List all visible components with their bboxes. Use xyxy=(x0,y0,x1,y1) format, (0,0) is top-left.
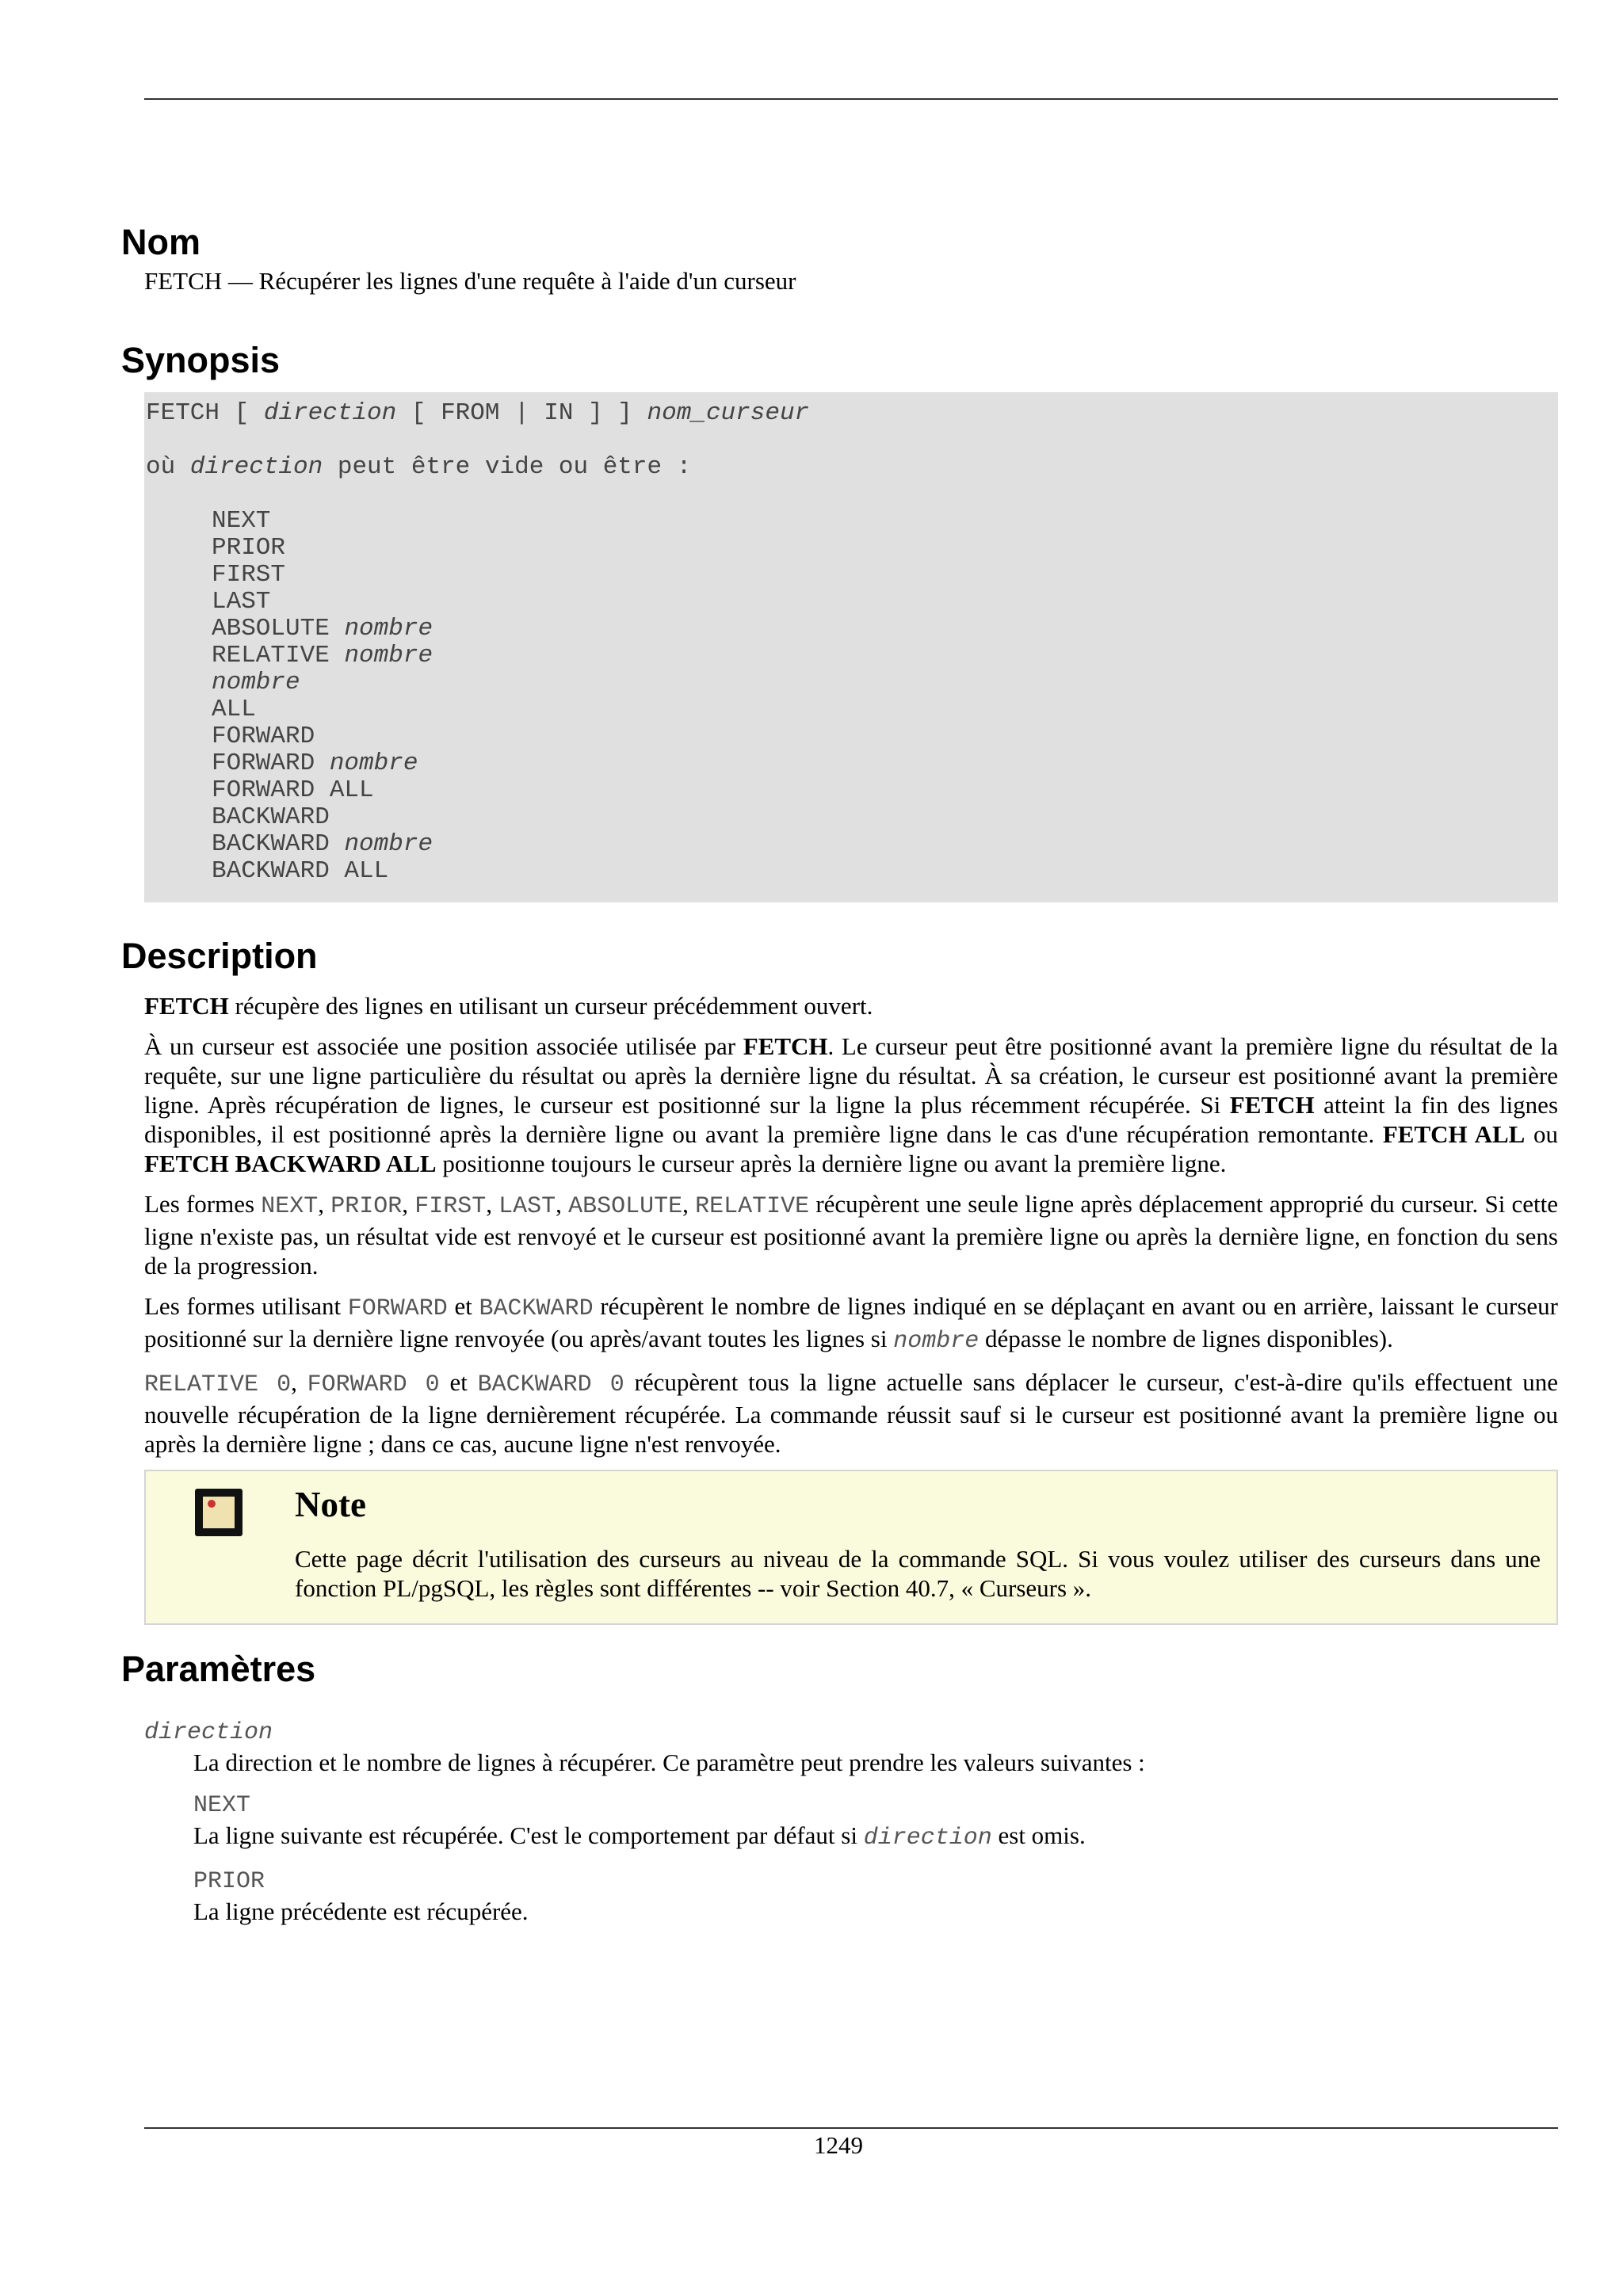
synopsis-option xyxy=(212,777,1556,804)
command-name: FETCH ALL xyxy=(1382,1120,1526,1148)
synopsis-option xyxy=(212,535,1556,562)
param-definition: La direction et le nombre de lignes à récupérer. Ce paramètre peut prendre les valeurs suivantes : xyxy=(193,1749,1145,1776)
code-param: direction xyxy=(863,1825,992,1852)
text-run: , xyxy=(318,1190,331,1218)
note-title: Note xyxy=(295,1485,366,1524)
code-keyword: [ FROM | IN ] ] xyxy=(396,399,647,427)
text-run: La ligne suivante est récupérée. C'est le comportement par défaut si xyxy=(193,1821,864,1849)
text-run: ou xyxy=(1525,1120,1558,1148)
note-icon xyxy=(195,1489,242,1536)
code-param-direction: direction xyxy=(189,453,323,481)
synopsis-options-list xyxy=(146,508,1556,885)
synopsis-line-where xyxy=(146,454,1556,481)
heading-synopsis: Synopsis xyxy=(121,340,281,380)
code-param: nombre xyxy=(893,1328,980,1355)
param-value-definition xyxy=(193,1821,1558,1853)
code-keyword: FETCH [ xyxy=(146,399,264,427)
synopsis-option xyxy=(212,804,1556,831)
command-name: FETCH xyxy=(144,992,229,1020)
option-keyword: PRIOR xyxy=(212,534,286,562)
code-literal: PRIOR xyxy=(330,1193,403,1220)
text-run: récupèrent tous la ligne actuelle sans déplacer le curseur, c'est-à-dire qu'ils effectuent une nouvelle récupération de la ligne dernièrement récupérée. La commande réussit sauf si le curseur est positionné avant la première ligne ou après la dernière ligne ; dans ce cas, aucune ligne n'est renvoyée. xyxy=(144,1368,1559,1458)
synopsis-option xyxy=(212,616,1556,643)
code-literal: FORWARD xyxy=(347,1295,448,1322)
code-literal: BACKWARD 0 xyxy=(477,1371,624,1398)
option-keyword: FORWARD xyxy=(212,749,330,777)
text-run: dépasse le nombre de lignes disponibles). xyxy=(979,1325,1393,1352)
text-run: et xyxy=(439,1368,478,1396)
parameters-list xyxy=(121,1715,1558,1926)
option-keyword: LAST xyxy=(212,588,271,616)
text-run: et xyxy=(447,1292,479,1320)
note-text: Cette page décrit l'utilisation des curseurs au niveau de la commande SQL. Si vous voulez utiliser des curseurs dans une fonction PL/pgSQL, les règles sont différentes -- voir Section 40.7, « Curseurs ». xyxy=(295,1545,1541,1602)
synopsis-option xyxy=(212,723,1556,750)
heading-description: Description xyxy=(121,936,318,976)
option-keyword: ALL xyxy=(212,696,256,723)
text-run: À un curseur est associée une position associée utilisée par xyxy=(144,1032,743,1060)
param-term-direction: direction xyxy=(144,1719,273,1746)
text-run: , xyxy=(486,1190,499,1218)
option-argument: nombre xyxy=(329,749,418,777)
option-keyword: FIRST xyxy=(212,561,286,589)
synopsis-option xyxy=(212,696,1556,723)
text-run: récupèrent le nombre de lignes indiqué en se déplaçant en avant ou en arrière, laissant le curseur positionné sur la dernière ligne renvoyée (ou après/avant toutes les lignes si xyxy=(144,1292,1558,1352)
synopsis-option xyxy=(212,562,1556,589)
text-run: , xyxy=(556,1190,569,1218)
synopsis-option xyxy=(212,643,1556,669)
option-keyword: RELATIVE xyxy=(212,642,345,669)
heading-parametres: Paramètres xyxy=(121,1649,316,1689)
command-name: FETCH xyxy=(743,1032,828,1060)
code-literal: FIRST xyxy=(414,1193,487,1220)
option-keyword: NEXT xyxy=(212,507,271,535)
header-rule xyxy=(144,98,1558,100)
synopsis-option xyxy=(212,750,1556,777)
param-value xyxy=(193,1864,1558,1897)
text-run: Les formes utilisant xyxy=(144,1292,348,1320)
code-literal: RELATIVE 0 xyxy=(144,1371,292,1398)
code-param-direction: direction xyxy=(263,399,397,427)
blank-line xyxy=(146,481,1556,508)
code-text: peut être vide ou être : xyxy=(323,453,692,481)
blank-line xyxy=(146,427,1556,454)
code-text: où xyxy=(146,453,190,481)
synopsis-code-block xyxy=(144,392,1558,902)
option-argument: nombre xyxy=(344,615,433,643)
option-keyword: FORWARD ALL xyxy=(212,776,374,804)
option-argument: nombre xyxy=(344,642,433,669)
code-literal: NEXT xyxy=(261,1193,319,1220)
page-content xyxy=(121,220,1558,1926)
synopsis-option xyxy=(212,589,1556,616)
option-argument: nombre xyxy=(344,830,433,858)
code-literal: RELATIVE xyxy=(695,1193,810,1220)
synopsis-line-fetch xyxy=(146,400,1556,427)
option-keyword: BACKWARD ALL xyxy=(212,857,389,885)
text-run: est omis. xyxy=(991,1821,1086,1849)
option-keyword: FORWARD xyxy=(212,723,315,750)
nom-text: FETCH — Récupérer les lignes d'une requête à l'aide d'un curseur xyxy=(144,267,796,295)
text-run: positionne toujours le curseur après la dernière ligne ou avant la première ligne. xyxy=(436,1150,1227,1177)
text-run: , xyxy=(402,1190,415,1218)
code-literal: LAST xyxy=(498,1193,556,1220)
text-run: récupère des lignes en utilisant un curseur précédemment ouvert. xyxy=(228,992,873,1020)
heading-nom: Nom xyxy=(121,222,200,262)
option-keyword: BACKWARD xyxy=(212,803,330,831)
description-paragraph xyxy=(144,991,1558,1020)
option-keyword: ABSOLUTE xyxy=(212,615,345,643)
code-param-cursor: nom_curseur xyxy=(647,399,810,427)
command-name: FETCH xyxy=(1229,1091,1315,1119)
option-argument: nombre xyxy=(212,669,300,696)
footer-rule xyxy=(144,2127,1558,2129)
param-term xyxy=(144,1715,1558,1748)
text-run: récupèrent une seule ligne après déplacement approprié du curseur. Si cette ligne n'existe pas, un résultat vide est renvoyé et le curseur est positionné avant la première ligne ou après la dernière ligne, en fonction du sens de la progression. xyxy=(144,1190,1559,1280)
code-literal: BACKWARD xyxy=(479,1295,594,1322)
synopsis-option xyxy=(212,858,1556,885)
option-keyword: BACKWARD xyxy=(212,830,345,858)
param-value-next: NEXT xyxy=(193,1792,251,1819)
text-run: , xyxy=(291,1368,307,1396)
synopsis-option xyxy=(212,669,1556,696)
description-paragraph xyxy=(144,1032,1558,1178)
page-number: 1249 xyxy=(814,2131,863,2159)
param-value xyxy=(193,1788,1558,1821)
text-run: . Le curseur peut être positionné avant la première ligne du résultat de la requête, sur une ligne particulière du résultat ou après la dernière ligne du résultat. À sa création, le curseur est positionné avant la première ligne. Après récupération de lignes, le curseur est positionné sur la ligne la plus récemment récupérée. Si xyxy=(144,1032,1558,1119)
param-value-definition: La ligne précédente est récupérée. xyxy=(193,1897,529,1925)
param-value-prior: PRIOR xyxy=(193,1868,265,1895)
description-body xyxy=(144,991,1558,1459)
text-run: atteint la fin des lignes disponibles, il est positionné après la dernière ligne ou avant la première ligne dans le cas d'une récupération remontante. xyxy=(144,1091,1559,1148)
description-paragraph xyxy=(144,1189,1558,1280)
synopsis-option xyxy=(212,508,1556,535)
code-literal: ABSOLUTE xyxy=(568,1193,683,1220)
command-name: FETCH BACKWARD ALL xyxy=(144,1150,437,1177)
code-literal: FORWARD 0 xyxy=(307,1371,440,1398)
description-paragraph xyxy=(144,1367,1558,1459)
text-run: Les formes xyxy=(144,1190,262,1218)
note-box xyxy=(144,1470,1558,1625)
text-run: , xyxy=(682,1190,696,1218)
description-paragraph xyxy=(144,1291,1558,1356)
synopsis-option xyxy=(212,831,1556,858)
